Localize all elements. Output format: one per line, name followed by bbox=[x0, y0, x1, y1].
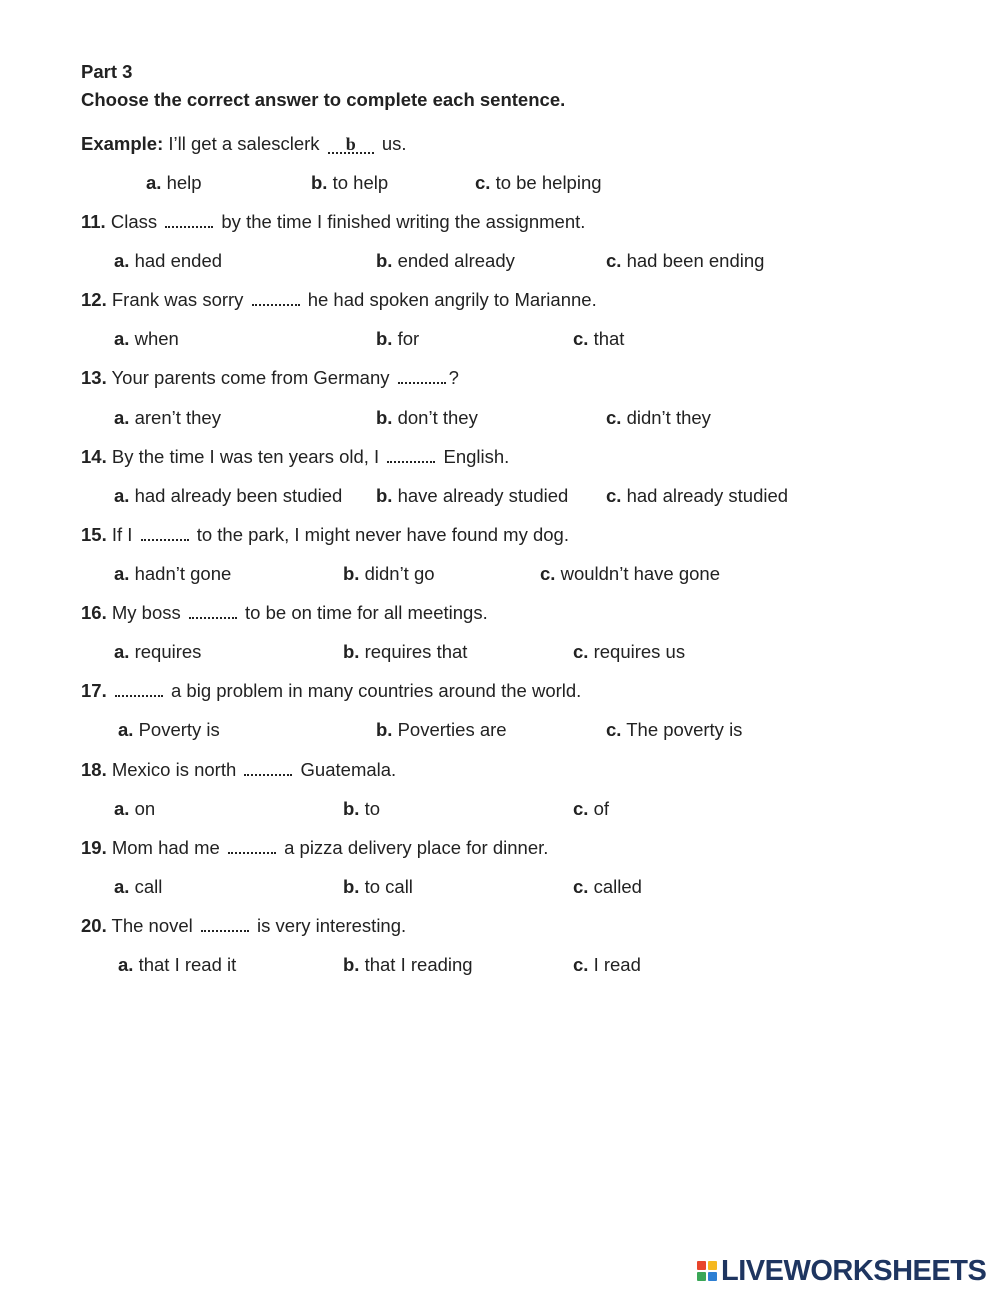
question-after: a big problem in many countries around the world. bbox=[165, 680, 582, 701]
question-20 bbox=[81, 915, 406, 937]
q16-option-a[interactable] bbox=[114, 641, 201, 663]
question-after: Guatemala. bbox=[295, 759, 397, 780]
instruction: Choose the correct answer to complete each sentence. bbox=[81, 89, 566, 110]
q17-option-a[interactable] bbox=[118, 719, 220, 741]
option-letter: c. bbox=[475, 172, 491, 193]
option-letter: b. bbox=[343, 876, 360, 897]
part-title: Part 3 bbox=[81, 61, 133, 82]
option-text: of bbox=[593, 798, 610, 819]
option-letter: a. bbox=[114, 798, 130, 819]
q12-option-a[interactable] bbox=[114, 328, 179, 350]
q20-option-c[interactable] bbox=[573, 954, 641, 976]
q15-option-b[interactable] bbox=[343, 563, 435, 585]
example-before: I’ll get a salesclerk bbox=[168, 133, 320, 154]
option-text: that I read it bbox=[138, 954, 237, 975]
question-number: 14. bbox=[81, 446, 107, 467]
q19-option-a[interactable] bbox=[114, 876, 162, 898]
answer-blank[interactable] bbox=[387, 447, 435, 463]
option-text: when bbox=[134, 328, 179, 349]
option-letter: c. bbox=[540, 563, 556, 584]
question-17 bbox=[81, 680, 581, 702]
option-letter: b. bbox=[376, 485, 393, 506]
option-text: had ended bbox=[134, 250, 223, 271]
option-text: Poverty is bbox=[138, 719, 220, 740]
option-text: hadn’t gone bbox=[134, 563, 232, 584]
q15-option-a[interactable] bbox=[114, 563, 231, 585]
q20-option-a[interactable] bbox=[118, 954, 236, 976]
option-letter: b. bbox=[343, 641, 360, 662]
option-text: called bbox=[593, 876, 642, 897]
option-text: requires bbox=[134, 641, 202, 662]
question-before: The novel bbox=[111, 915, 198, 936]
option-letter: b. bbox=[376, 250, 393, 271]
question-before: Mexico is north bbox=[111, 759, 242, 780]
option-text: to bbox=[364, 798, 381, 819]
q18-option-b[interactable] bbox=[343, 798, 380, 820]
q17-option-b[interactable] bbox=[376, 719, 507, 741]
option-letter: b. bbox=[376, 407, 393, 428]
answer-blank[interactable] bbox=[244, 760, 292, 776]
option-letter: a. bbox=[114, 876, 130, 897]
answer-blank[interactable] bbox=[141, 525, 189, 541]
q19-option-b[interactable] bbox=[343, 876, 413, 898]
question-number: 15. bbox=[81, 524, 107, 545]
question-number: 17. bbox=[81, 680, 107, 701]
option-letter: a. bbox=[114, 563, 130, 584]
answer-blank[interactable] bbox=[228, 838, 276, 854]
question-15 bbox=[81, 524, 569, 546]
q14-option-b[interactable] bbox=[376, 485, 568, 507]
option-letter: c. bbox=[606, 485, 622, 506]
q18-option-c[interactable] bbox=[573, 798, 609, 820]
question-number: 11. bbox=[81, 211, 106, 232]
option-text: to help bbox=[332, 172, 389, 193]
option-text: aren’t they bbox=[134, 407, 221, 428]
option-letter: b. bbox=[343, 563, 360, 584]
question-number: 16. bbox=[81, 602, 107, 623]
answer-blank[interactable] bbox=[398, 368, 446, 384]
q13-option-b[interactable] bbox=[376, 407, 478, 429]
option-letter: c. bbox=[606, 407, 622, 428]
question-14 bbox=[81, 446, 509, 468]
option-letter: b. bbox=[343, 954, 360, 975]
question-16 bbox=[81, 602, 488, 624]
option-letter: a. bbox=[118, 954, 134, 975]
q18-option-a[interactable] bbox=[114, 798, 155, 820]
option-text: call bbox=[134, 876, 163, 897]
q12-option-c[interactable] bbox=[573, 328, 624, 350]
answer-blank[interactable] bbox=[252, 290, 300, 306]
option-text: ended already bbox=[397, 250, 515, 271]
question-after: a pizza delivery place for dinner. bbox=[278, 837, 549, 858]
answer-blank[interactable] bbox=[189, 603, 237, 619]
question-before: Your parents come from Germany bbox=[111, 367, 395, 388]
q16-option-b[interactable] bbox=[343, 641, 467, 663]
question-before: Mom had me bbox=[111, 837, 225, 858]
question-before: If I bbox=[111, 524, 138, 545]
q13-option-c[interactable] bbox=[606, 407, 711, 429]
answer-blank[interactable] bbox=[165, 212, 213, 228]
option-letter: c. bbox=[573, 328, 589, 349]
example-label: Example: bbox=[81, 133, 164, 154]
option-text: that bbox=[593, 328, 625, 349]
option-text: had already been studied bbox=[134, 485, 343, 506]
option-text: to call bbox=[364, 876, 413, 897]
option-text: requires us bbox=[593, 641, 686, 662]
option-text: for bbox=[397, 328, 420, 349]
question-before: Frank was sorry bbox=[111, 289, 249, 310]
question-11 bbox=[81, 211, 585, 233]
logo-text: LIVEWORKSHEETS bbox=[721, 1254, 987, 1287]
question-number: 13. bbox=[81, 367, 107, 388]
option-letter: a. bbox=[146, 172, 162, 193]
option-text: have already studied bbox=[397, 485, 569, 506]
q15-option-c[interactable] bbox=[540, 563, 720, 585]
answer-blank[interactable] bbox=[115, 681, 163, 697]
q14-option-c[interactable] bbox=[606, 485, 788, 507]
option-letter: c. bbox=[573, 954, 589, 975]
option-letter: b. bbox=[311, 172, 328, 193]
option-text: The poverty is bbox=[626, 719, 743, 740]
option-letter: a. bbox=[114, 407, 130, 428]
option-text: didn’t they bbox=[626, 407, 711, 428]
q11-option-b[interactable] bbox=[376, 250, 515, 272]
option-text: don’t they bbox=[397, 407, 478, 428]
option-text: to be helping bbox=[495, 172, 602, 193]
question-after: to the park, I might never have found my dog. bbox=[191, 524, 569, 545]
question-number: 19. bbox=[81, 837, 107, 858]
question-before: Class bbox=[110, 211, 163, 232]
question-13 bbox=[81, 367, 459, 389]
q17-option-c[interactable] bbox=[606, 719, 742, 741]
question-18 bbox=[81, 759, 396, 781]
option-letter: a. bbox=[114, 328, 130, 349]
question-after: ? bbox=[448, 367, 459, 388]
q12-option-b[interactable] bbox=[376, 328, 419, 350]
option-letter: c. bbox=[606, 719, 622, 740]
question-after: English. bbox=[438, 446, 510, 467]
question-number: 12. bbox=[81, 289, 107, 310]
logo-blocks-icon bbox=[697, 1261, 717, 1281]
liveworksheets-logo bbox=[697, 1256, 986, 1286]
option-letter: b. bbox=[376, 719, 393, 740]
option-letter: c. bbox=[573, 876, 589, 897]
question-after: he had spoken angrily to Marianne. bbox=[302, 289, 597, 310]
answer-blank[interactable] bbox=[201, 916, 249, 932]
option-letter: b. bbox=[376, 328, 393, 349]
q13-option-a[interactable] bbox=[114, 407, 221, 429]
option-text: I read bbox=[593, 954, 641, 975]
example-option-b bbox=[311, 172, 388, 194]
question-before: My boss bbox=[111, 602, 186, 623]
option-text: Poverties are bbox=[397, 719, 507, 740]
question-after: by the time I finished writing the assignment. bbox=[216, 211, 586, 232]
question-12 bbox=[81, 289, 597, 311]
option-text: didn’t go bbox=[364, 563, 435, 584]
example-option-c bbox=[475, 172, 602, 194]
option-letter: a. bbox=[114, 641, 130, 662]
option-text: wouldn’t have gone bbox=[560, 563, 721, 584]
option-text: that I reading bbox=[364, 954, 473, 975]
option-text: on bbox=[134, 798, 156, 819]
q11-option-c[interactable] bbox=[606, 250, 764, 272]
option-letter: a. bbox=[118, 719, 134, 740]
question-number: 18. bbox=[81, 759, 107, 780]
example-sentence bbox=[81, 133, 407, 155]
option-letter: b. bbox=[343, 798, 360, 819]
option-letter: a. bbox=[114, 250, 130, 271]
option-text: had already studied bbox=[626, 485, 789, 506]
option-letter: c. bbox=[573, 641, 589, 662]
q11-option-a[interactable] bbox=[114, 250, 222, 272]
option-text: had been ending bbox=[626, 250, 765, 271]
q19-option-c[interactable] bbox=[573, 876, 642, 898]
question-after: is very interesting. bbox=[251, 915, 407, 936]
question-before: By the time I was ten years old, I bbox=[111, 446, 385, 467]
q14-option-a[interactable] bbox=[114, 485, 342, 507]
example-after: us. bbox=[381, 133, 407, 154]
option-letter: c. bbox=[573, 798, 589, 819]
question-after: to be on time for all meetings. bbox=[239, 602, 488, 623]
q16-option-c[interactable] bbox=[573, 641, 685, 663]
question-number: 20. bbox=[81, 915, 107, 936]
q20-option-b[interactable] bbox=[343, 954, 473, 976]
question-19 bbox=[81, 837, 548, 859]
option-letter: a. bbox=[114, 485, 130, 506]
example-option-a bbox=[146, 172, 202, 194]
example-answer: b bbox=[328, 136, 374, 154]
option-letter: c. bbox=[606, 250, 622, 271]
option-text: requires that bbox=[364, 641, 468, 662]
option-text: help bbox=[166, 172, 202, 193]
